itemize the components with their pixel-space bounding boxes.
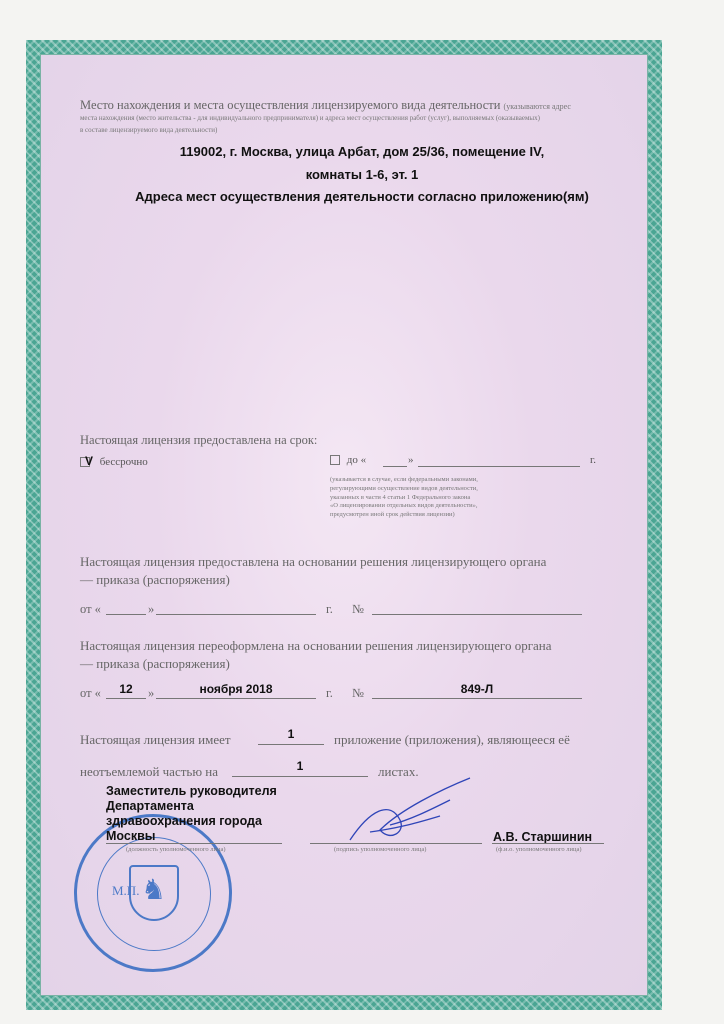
basis-date-line xyxy=(156,614,316,615)
term-unlimited xyxy=(80,454,148,468)
until-date-line xyxy=(418,466,580,467)
reissue-month-year: ноября 2018 xyxy=(199,682,273,696)
until-label: до « xyxy=(346,454,367,466)
signer-position-line: Департамента xyxy=(106,799,194,813)
location-note-inline: (указываются адрес xyxy=(503,102,571,111)
signer-position-line: Москвы xyxy=(106,829,156,843)
signer-position xyxy=(106,784,277,844)
reissue-from: от « xyxy=(80,686,101,700)
until-checkbox[interactable] xyxy=(330,455,340,465)
term-heading: Настоящая лицензия предоставлена на срок: xyxy=(80,433,318,447)
reissue-close-quote: » xyxy=(148,686,155,700)
term-note-line: предусмотрен иной срок действия лицензии) xyxy=(330,511,455,519)
until-mid: » xyxy=(408,454,414,466)
location-note-line3: в составе лицензируемого вида деятельности) xyxy=(80,126,218,134)
appendix-sheets: 1 xyxy=(296,759,304,773)
appendix-count: 1 xyxy=(287,727,295,741)
basis-heading-line2: — приказа (распоряжения) xyxy=(80,572,230,587)
address-line2: комнаты 1-6, эт. 1 xyxy=(305,167,419,182)
signature-line xyxy=(310,843,482,844)
reissue-date-line xyxy=(156,698,316,699)
check-mark: V xyxy=(85,454,94,468)
appendix-text2: приложение (приложения), являющееся её xyxy=(334,732,570,747)
term-until xyxy=(330,454,366,466)
basis-number-sign: № xyxy=(352,602,364,616)
location-heading: Место нахождения и места осуществления лицензируемого вида деятельности xyxy=(80,98,501,112)
until-year: г. xyxy=(590,454,597,466)
reissue-day: 12 xyxy=(119,682,133,696)
position-line xyxy=(106,843,282,844)
term-note-line: «О лицензировании отдельных видов деятельности», xyxy=(330,502,478,510)
term-note-line: указанных в части 4 статьи 1 Федерального закона xyxy=(330,493,471,501)
reissue-heading-line1: Настоящая лицензия переоформлена на основании решения лицензирующего органа xyxy=(80,638,552,653)
reissue-year: г. xyxy=(326,686,333,700)
location-block xyxy=(80,98,620,113)
address-line3: Адреса мест осуществления деятельности согласно приложению(ям) xyxy=(135,189,589,204)
address-line1: 119002, г. Москва, улица Арбат, дом 25/36, помещение IV, xyxy=(179,144,545,159)
signer-position-line: Заместитель руководителя xyxy=(106,784,277,798)
signature-caption: (подпись уполномоченного лица) xyxy=(334,846,427,853)
location-note-line2: места нахождения (место жительства - для индивидуального предпринимателя) и адреса мест осуществления работ (услуг), выполняемых (оказываемых) xyxy=(80,114,540,122)
basis-from: от « xyxy=(80,602,101,616)
reissue-number: 849-Л xyxy=(460,682,494,696)
term-note-line: (указывается в случае, если федеральными законами, xyxy=(330,476,478,483)
until-day-line xyxy=(383,466,407,467)
position-caption: (должность уполномоченного лица) xyxy=(126,846,226,853)
term-note-line: регулирующими осуществление видов деятельности, xyxy=(330,484,478,492)
name-caption: (ф.и.о. уполномоченного лица) xyxy=(496,846,582,853)
reissue-number-line xyxy=(372,698,582,699)
reissue-day-line xyxy=(106,698,146,699)
appendix-text1: Настоящая лицензия имеет xyxy=(80,732,231,747)
term-note xyxy=(330,476,530,520)
basis-day-line xyxy=(106,614,146,615)
basis-year: г. xyxy=(326,602,333,616)
appendix-text4: листах. xyxy=(378,764,419,779)
reissue-heading-line2: — приказа (распоряжения) xyxy=(80,656,230,671)
name-line xyxy=(492,843,604,844)
appendix-text3: неотъемлемой частью на xyxy=(80,764,219,779)
reissue-number-sign: № xyxy=(352,686,364,700)
basis-number-line xyxy=(372,614,582,615)
signer-position-line: здравоохранения города xyxy=(106,814,262,828)
signer-name: А.В. Старшинин xyxy=(493,830,593,844)
unlimited-label: бессрочно xyxy=(99,456,148,468)
handwritten-signature xyxy=(330,770,480,850)
appendix-count-line xyxy=(258,744,324,745)
basis-heading-line1: Настоящая лицензия предоставлена на основании решения лицензирующего органа xyxy=(80,554,547,569)
basis-close-quote: » xyxy=(148,602,155,616)
seal-mp: М.П. xyxy=(112,883,140,898)
